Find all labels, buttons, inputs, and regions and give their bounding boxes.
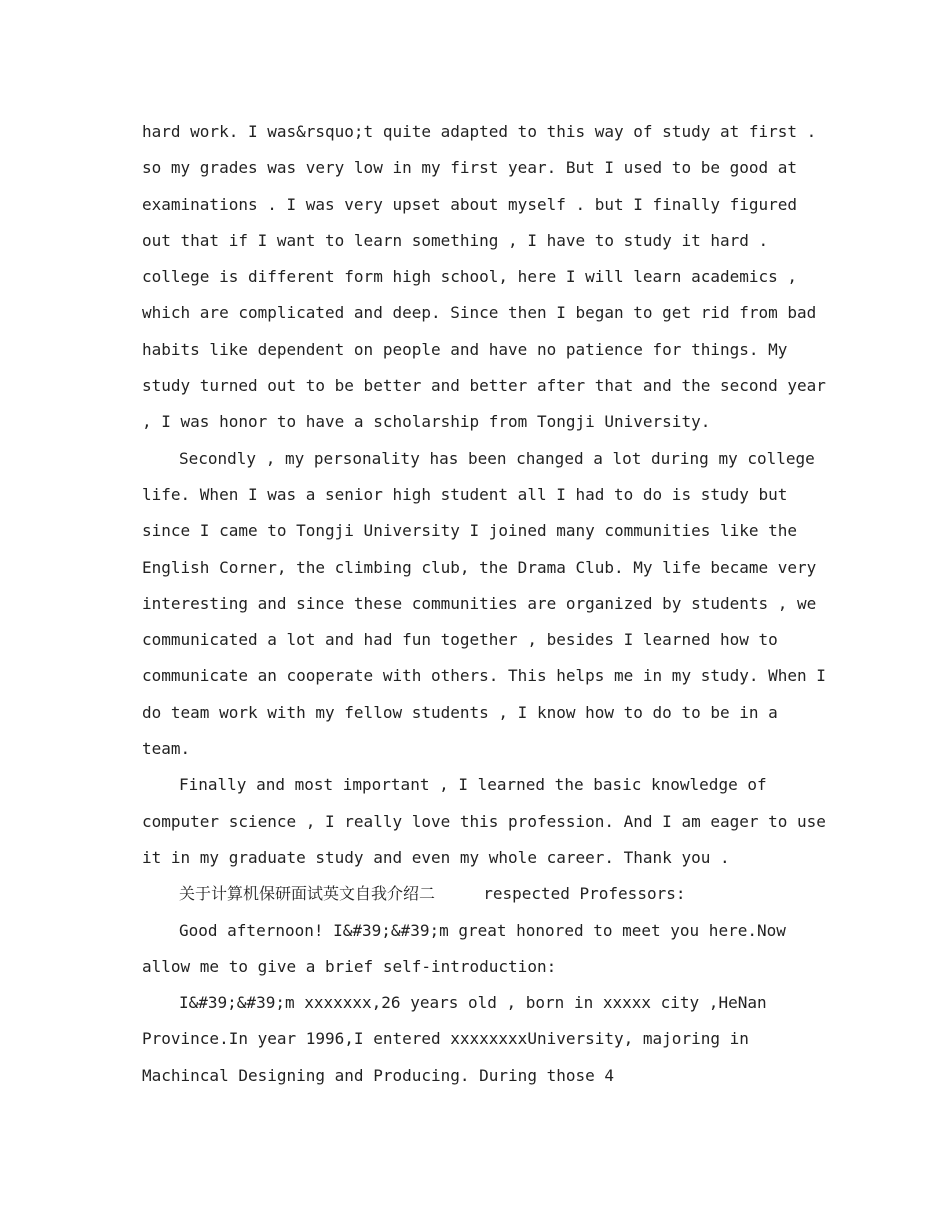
text-line: since I came to Tongji University I joined many communities like the (142, 521, 798, 541)
text-line: Secondly , my personality has been changed a lot during my college (179, 448, 815, 468)
text-line: interesting and since these communities are organized by students , we (142, 593, 817, 613)
text-line: do team work with my fellow students , I know how to do to be in a (142, 702, 778, 722)
text-line: , I was honor to have a scholarship from Tongji University. (142, 412, 711, 432)
section-title: 关于计算机保研面试英文自我介绍二 (179, 884, 436, 904)
text-line: Finally and most important , I learned the basic knowledge of (179, 775, 767, 795)
text-line: communicate an cooperate with others. This helps me in my study. When I (142, 666, 826, 686)
text-line: life. When I was a senior high student all I had to do is study but (142, 484, 788, 504)
text-line: so my grades was very low in my first year. But I used to be good at (142, 158, 798, 178)
text-line: team. (142, 739, 191, 759)
text-line: which are complicated and deep. Since then I began to get rid from bad (142, 303, 817, 323)
text-line: Province.In year 1996,I entered xxxxxxxxUniversity, majoring in (142, 1029, 749, 1049)
text-line: I&#39;&#39;m xxxxxxx,26 years old , born in xxxxx city ,HeNan (179, 993, 767, 1013)
salutation: respected Professors: (483, 884, 686, 904)
paragraph-personality (142, 441, 826, 768)
text-line: out that if I want to learn something , I have to study it hard . (142, 230, 769, 250)
paragraph-knowledge (142, 767, 826, 876)
text-line: English Corner, the climbing club, the Drama Club. My life became very (142, 557, 817, 577)
document-body (142, 114, 826, 1094)
text-line: Good afternoon! I&#39;&#39;m great honored to meet you here.Now (179, 920, 786, 940)
paragraph-introduction (142, 985, 822, 1094)
section-heading (142, 876, 822, 912)
text-line: communicated a lot and had fun together , besides I learned how to (142, 630, 778, 650)
paragraph-academic (142, 114, 826, 441)
text-line: habits like dependent on people and have no patience for things. My (142, 339, 788, 359)
text-line: study turned out to be better and better after that and the second year (142, 376, 826, 396)
text-line: hard work. I was&rsquo;t quite adapted to this way of study at first . (142, 122, 817, 141)
text-line: computer science , I really love this profession. And I am eager to use (142, 811, 826, 831)
text-line: allow me to give a brief self-introduction: (142, 956, 557, 976)
text-line: Machincal Designing and Producing. During those 4 (142, 1065, 615, 1085)
text-line: college is different form high school, here I will learn academics , (142, 267, 798, 287)
text-line: examinations . I was very upset about myself . but I finally figured (142, 194, 798, 214)
text-line: it in my graduate study and even my whole career. Thank you . (142, 847, 730, 867)
paragraph-greeting (142, 913, 822, 986)
